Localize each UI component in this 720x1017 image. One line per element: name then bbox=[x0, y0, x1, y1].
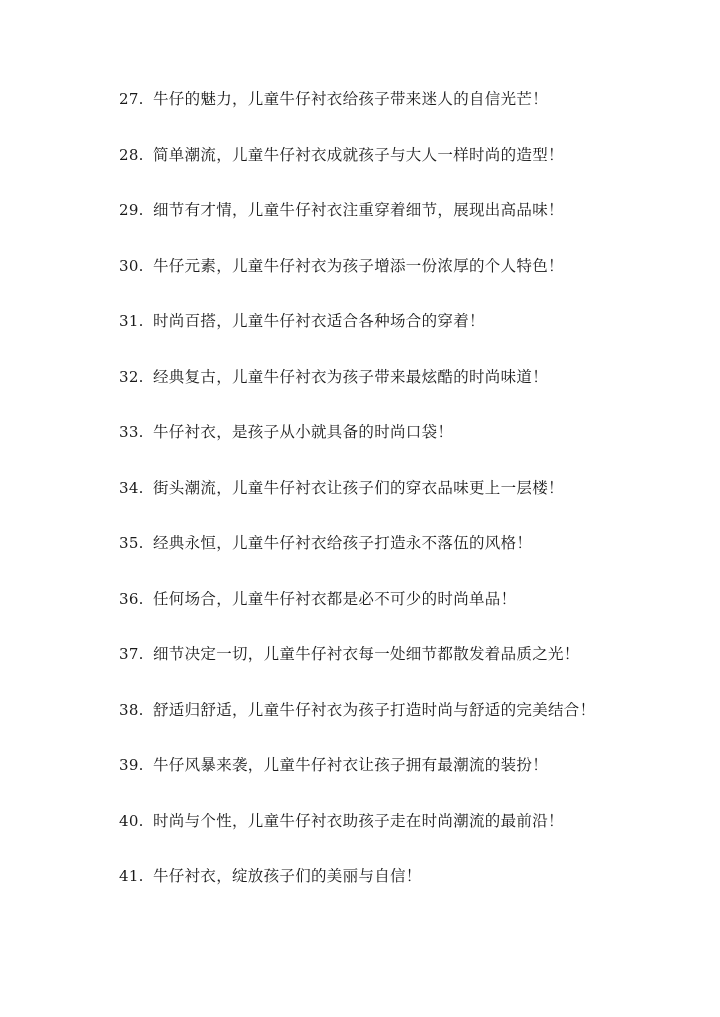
list-item bbox=[119, 806, 679, 862]
list-item bbox=[119, 140, 679, 196]
item-number: 38. bbox=[119, 700, 144, 719]
item-number: 27. bbox=[119, 90, 144, 108]
item-text: 时尚与个性，儿童牛仔衬衣助孩子走在时尚潮流的最前沿！ bbox=[153, 811, 564, 830]
list-item bbox=[119, 417, 679, 473]
item-text: 经典永恒，儿童牛仔衬衣给孩子打造永不落伍的风格！ bbox=[153, 534, 533, 552]
item-number: 36. bbox=[119, 589, 144, 608]
item-text: 细节有才情，儿童牛仔衬衣注重穿着细节，展现出高品味！ bbox=[153, 201, 564, 219]
item-text: 牛仔衬衣，绽放孩子们的美丽与自信！ bbox=[153, 867, 422, 885]
item-number: 29. bbox=[119, 201, 144, 219]
item-text: 简单潮流，儿童牛仔衬衣成就孩子与大人一样时尚的造型！ bbox=[153, 145, 564, 164]
item-number: 41. bbox=[119, 867, 144, 885]
item-text: 经典复古，儿童牛仔衬衣为孩子带来最炫酷的时尚味道！ bbox=[153, 367, 549, 386]
item-text: 牛仔的魅力，儿童牛仔衬衣给孩子带来迷人的自信光芒！ bbox=[153, 90, 549, 108]
item-number: 37. bbox=[119, 645, 144, 663]
item-text: 牛仔风暴来袭，儿童牛仔衬衣让孩子拥有最潮流的装扮！ bbox=[153, 756, 549, 774]
item-number: 40. bbox=[119, 811, 144, 830]
item-text: 街头潮流，儿童牛仔衬衣让孩子们的穿衣品味更上一层楼！ bbox=[153, 478, 564, 497]
list-item bbox=[119, 584, 679, 640]
list-item bbox=[119, 84, 679, 140]
item-number: 28. bbox=[119, 145, 144, 164]
item-text: 时尚百搭，儿童牛仔衬衣适合各种场合的穿着！ bbox=[153, 312, 485, 330]
item-number: 39. bbox=[119, 756, 144, 774]
slogan-list bbox=[119, 84, 679, 917]
item-number: 34. bbox=[119, 478, 144, 497]
list-item bbox=[119, 473, 679, 529]
list-item bbox=[119, 750, 679, 806]
list-item bbox=[119, 528, 679, 584]
list-item bbox=[119, 362, 679, 418]
item-number: 35. bbox=[119, 534, 144, 552]
item-number: 31. bbox=[119, 312, 144, 330]
item-text: 舒适归舒适，儿童牛仔衬衣为孩子打造时尚与舒适的完美结合！ bbox=[153, 700, 596, 719]
list-item bbox=[119, 861, 679, 917]
list-item bbox=[119, 251, 679, 307]
list-item bbox=[119, 695, 679, 751]
item-text: 牛仔元素，儿童牛仔衬衣为孩子增添一份浓厚的个人特色！ bbox=[153, 256, 564, 275]
list-item bbox=[119, 195, 679, 251]
item-number: 33. bbox=[119, 423, 144, 441]
list-item bbox=[119, 639, 679, 695]
item-text: 任何场合，儿童牛仔衬衣都是必不可少的时尚单品！ bbox=[153, 589, 517, 608]
list-item bbox=[119, 306, 679, 362]
item-text: 细节决定一切，儿童牛仔衬衣每一处细节都散发着品质之光！ bbox=[153, 645, 580, 663]
item-number: 32. bbox=[119, 367, 144, 386]
item-number: 30. bbox=[119, 256, 144, 275]
item-text: 牛仔衬衣，是孩子从小就具备的时尚口袋！ bbox=[153, 423, 454, 441]
